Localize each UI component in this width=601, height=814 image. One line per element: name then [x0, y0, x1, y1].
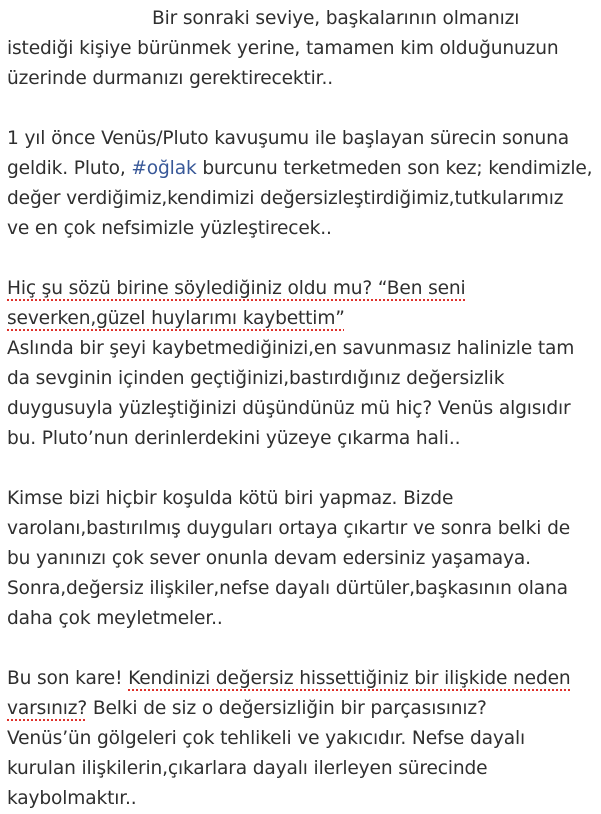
- text-line: kurulan ilişkilerin,çıkarlara dayalı ilerleyen sürecinde: [7, 758, 488, 779]
- text-line: istediği kişiye bürünmek yerine, tamamen kim olduğunuzun: [7, 38, 559, 59]
- text-line: ve en çok nefsimizle yüzleştirecek..: [7, 218, 332, 239]
- spellcheck-flagged-text[interactable]: varsınız?: [7, 698, 88, 719]
- text-line: Kimse bizi hiçbir koşulda kötü biri yapmaz. Bizde: [7, 488, 454, 509]
- spellcheck-flagged-text[interactable]: severken,güzel huylarımı kaybettim”: [7, 308, 345, 329]
- text-line: [7, 274, 597, 304]
- note-body: [7, 4, 597, 814]
- text-line: [7, 304, 597, 334]
- text-segment: geldik. Pluto,: [7, 158, 132, 179]
- text-line: kaybolmaktır..: [7, 788, 137, 809]
- text-line: [7, 694, 597, 724]
- text-segment: Bu son kare!: [7, 668, 129, 689]
- text-line: üzerinde durmanızı gerektirecektir..: [7, 68, 333, 89]
- text-line: [7, 154, 597, 184]
- paragraph-2: [7, 124, 597, 244]
- spellcheck-flagged-text[interactable]: Hiç şu sözü birine söylediğiniz oldu mu? “Ben seni: [7, 278, 466, 299]
- text-line: 1 yıl önce Venüs/Pluto kavuşumu ile başlayan sürecin sonuna: [7, 128, 570, 149]
- hashtag-link[interactable]: #oğlak: [131, 158, 197, 179]
- spellcheck-flagged-text[interactable]: Kendinizi değersiz hissettiğiniz bir ilişkide neden: [128, 668, 571, 689]
- text-line: Aslında bir şeyi kaybetmediğinizi,en savunmasız halinizle tam: [7, 338, 575, 359]
- text-line: da sevginin içinden geçtiğinizi,bastırdığınız değersizlik: [7, 368, 505, 389]
- text-segment: burcunu terketmeden son kez; kendimizle,: [196, 158, 593, 179]
- text-line: duygusuyla yüzleştiğinizi düşündünüz mü hiç? Venüs algısıdır: [7, 398, 571, 419]
- text-line: varolanı,bastırılmış duyguları ortaya çıkartır ve sonra belki de: [7, 518, 571, 539]
- text-line: bu. Pluto’nun derinlerdekini yüzeye çıkarma hali..: [7, 428, 461, 449]
- text-line: daha çok meyletmeler..: [7, 608, 223, 629]
- text-line: Bir sonraki seviye, başkalarının olmanızı: [152, 8, 520, 29]
- paragraph-5: [7, 664, 597, 814]
- text-line: Venüs’ün gölgeleri çok tehlikeli ve yakıcıdır. Nefse dayalı: [7, 728, 525, 749]
- text-line: değer verdiğimiz,kendimizi değersizleştirdiğimiz,tutkularımız: [7, 188, 564, 209]
- text-line: [7, 664, 597, 694]
- text-line: bu yanınızı çok sever onunla devam edersiniz yaşamaya.: [7, 548, 531, 569]
- paragraph-3: [7, 274, 597, 454]
- paragraph-1: [7, 4, 597, 94]
- text-line: Sonra,değersiz ilişkiler,nefse dayalı dürtüler,başkasının olana: [7, 578, 568, 599]
- text-segment: Belki de siz o değersizliğin bir parçasısınız?: [87, 698, 487, 719]
- paragraph-4: [7, 484, 597, 634]
